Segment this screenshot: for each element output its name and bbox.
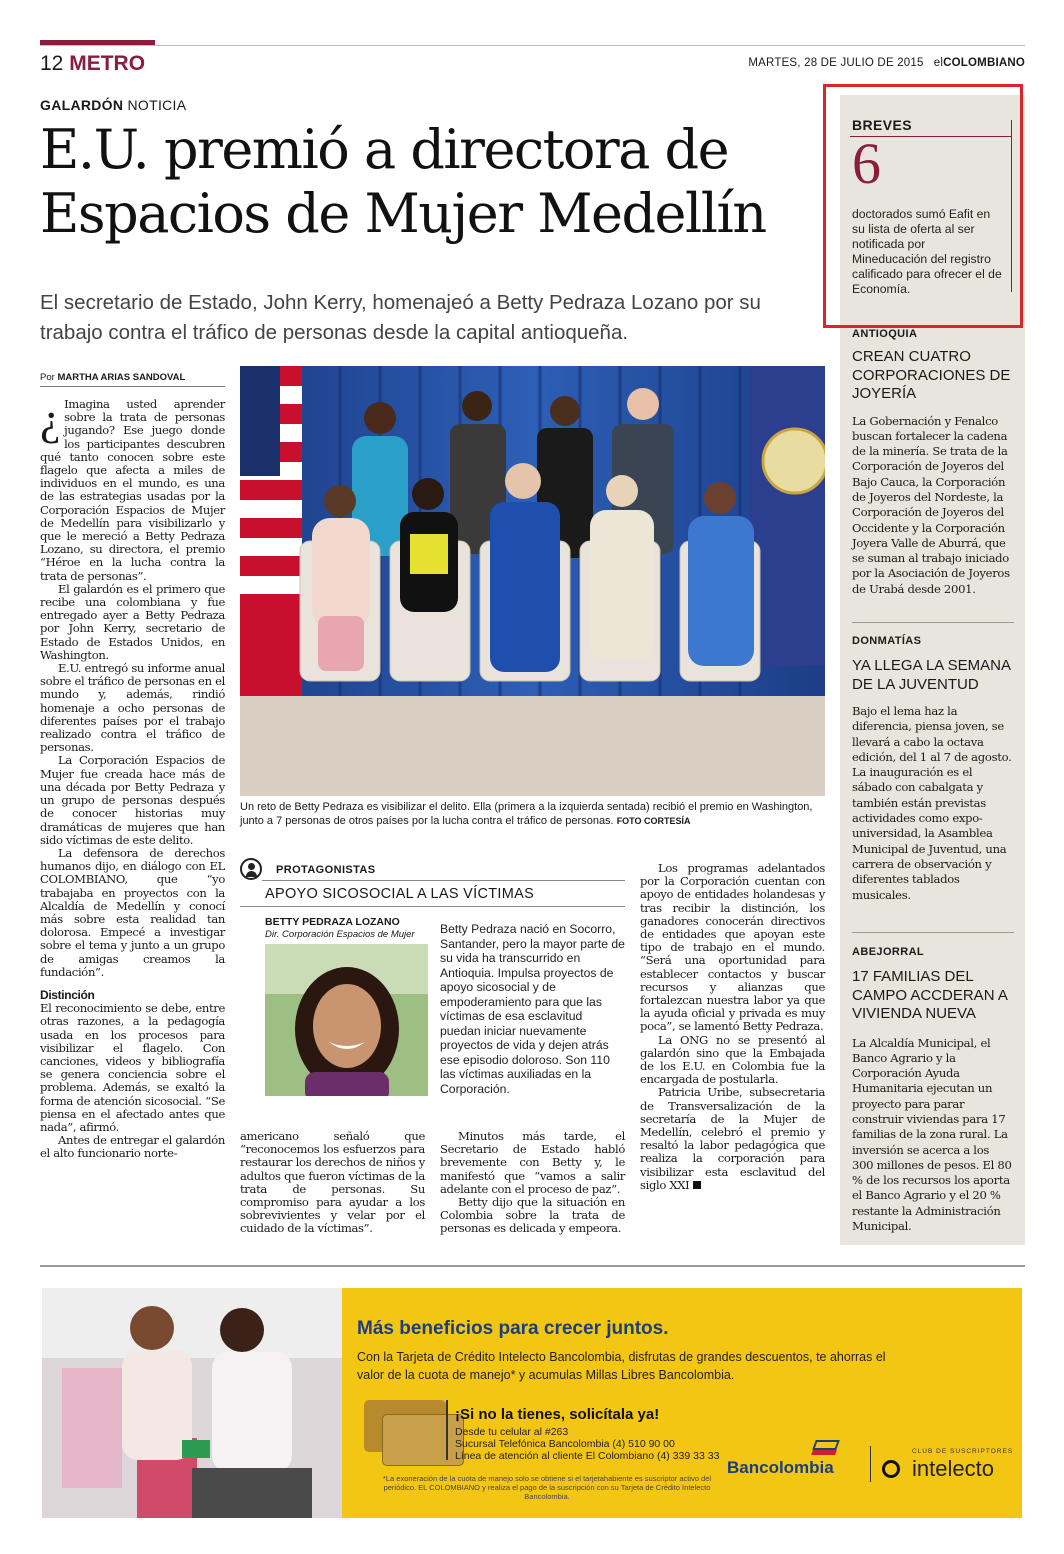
bancolombia-brand[interactable]: Bancolombia	[727, 1458, 834, 1477]
page-header	[40, 52, 145, 76]
ad-cta[interactable]: ¡Si no la tienes, solicítala ya!	[455, 1406, 660, 1423]
section-name[interactable]: METRO	[69, 52, 146, 75]
credit-card-icon	[382, 1414, 464, 1466]
article-kicker	[40, 97, 186, 113]
profile-role: Dir. Corporación Espacios de Mujer	[265, 929, 415, 940]
ad-contact-line: Sucursal Telefónica Bancolombia (4) 510 90 00	[455, 1438, 675, 1450]
brief-divider	[852, 932, 1014, 933]
ad-photo	[42, 1288, 342, 1518]
intelecto-logo-icon	[882, 1460, 900, 1478]
brief-body: Bajo el lema haz la diferencia, piensa joven, se llevará a cabo la octava edición, del 1 al 7 de agosto. La inauguración es el sábado con cabalgata y también están previstas actividades como expo-universidad, la Asamblea Municipal de Juventud, una carrera de observación y diferentes tablados musicales.	[852, 704, 1012, 902]
ad-vertical-rule	[446, 1400, 448, 1460]
breves-text: doctorados sumó Eafit en su lista de oferta al ser notificada por Mineducación del registro calificado para ofrecer el de Economía.	[852, 207, 1002, 296]
highlight-box	[823, 84, 1023, 328]
byline-author: MARTHA ARIAS SANDOVAL	[57, 372, 186, 383]
photo-caption	[240, 800, 825, 828]
byline	[40, 372, 185, 383]
breves-label: BREVES	[852, 117, 912, 133]
brief-item	[852, 946, 1012, 1234]
subhead: Distinción	[40, 987, 95, 1002]
page-number: 12	[40, 52, 64, 75]
brief-place: DONMATÍAS	[852, 635, 922, 647]
date: MARTES, 28 DE JULIO DE 2015	[748, 57, 924, 69]
caption-text: Un reto de Betty Pedraza es visibilizar el delito. Ella (primera a la izquierda sentada) recibió el premio en Washington, junto a 7 personas de otros países por la lucha contra el tráfico de personas.	[240, 801, 813, 827]
protagonistas-rule-2	[240, 906, 625, 907]
brief-headline[interactable]: YA LLEGA LA SEMANA DE LA JUVENTUD	[852, 657, 1011, 693]
bancolombia-logo-stripe	[811, 1450, 837, 1455]
brief-place: ABEJORRAL	[852, 946, 925, 958]
article-photo	[240, 366, 825, 796]
end-mark	[693, 1181, 701, 1189]
article-deck: El secretario de Estado, John Kerry, homenajeó a Betty Pedraza Lozano por su trabajo contra el tráfico de personas desde la capital antioqueña.	[40, 291, 761, 344]
headline-line-2: Espacios de Mujer Medellín	[40, 182, 766, 245]
paragraph: La Corporación Espacios de Mujer fue creada hace más de una década por Betty Pedraza y un grupo de personas después de conocer historias muy dramáticas de mujeres que han sido víctimas de este delito.	[40, 753, 225, 847]
byline-rule	[40, 386, 225, 387]
paragraph: La defensora de derechos humanos dijo, en diálogo con EL COLOMBIANO, que “yo trabajaba en proyectos con la Alcaldía de Medellín y conocí más sobre esta realidad tan dolorosa. Empecé a investigar sobre el tema y junto a un grupo de amigas creamos la fundación”.	[40, 845, 225, 979]
brief-body: La Gobernación y Fenalco buscan fortalecer la cadena de la minería. Se trata de la Corporación de Joyeros del Bajo Cauca, la Corporación de Joyeros del Nordeste, la Corporación de Joyeros del Occidente y la Corporación Joyera Valle de Aburrá, que se suman al trabajo iniciado por la Asociación de Joyeros de Urabá desde 2001.	[852, 413, 1010, 596]
paragraph: La ONG no se presentó al galardón sino que la Embajada de los E.U. en Colombia fue la encargada de postularla.	[640, 1032, 825, 1087]
photo-credit: FOTO CORTESÍA	[616, 816, 691, 826]
ad-contact-line: Desde tu celular al #263	[455, 1426, 569, 1438]
protagonistas-rule	[262, 880, 625, 881]
brand-prefix: el	[933, 57, 944, 69]
bancolombia-advertisement[interactable]	[42, 1288, 1022, 1518]
paragraph: El galardón es el primero que recibe una colombiana y fue entregado ayer a Betty Pedraza por John Kerry, secretario de Estado de Estados Unidos, en Washington.	[40, 581, 225, 662]
paragraph: americano señaló que “reconocemos los esfuerzos para restaurar los derechos de niños y adultos que fueron víctimas de la trata de personas. Su compromiso para ayudar a los sobrevivientes y velar por el cuidado de la víctimas”.	[240, 1129, 425, 1236]
paragraph: El reconocimiento se debe, entre otras razones, a la pedagogía usada en los procesos para visibilizar el flagelo. Con canciones, videos y bibliografía se genera conciencia sobre el problema. Además, se exaltó la forma de atención sicosocial. “Se piensa en el afectado antes que nada”, afirmó.	[40, 1001, 225, 1134]
club-label: CLUB DE SUSCRIPTORES	[912, 1448, 1014, 1455]
dropcap: ¿	[40, 393, 61, 444]
brief-divider	[852, 622, 1014, 623]
brief-headline[interactable]: CREAN CUATRO CORPORACIONES DE JOYERÍA	[852, 348, 1011, 402]
ad-body: Con la Tarjeta de Crédito Intelecto Bancolombia, disfrutas de grandes descuentos, te ahorras el valor de la cuota de manejo* y acumulas Millas Libres Bancolombia.	[357, 1350, 886, 1382]
ad-contact	[455, 1426, 719, 1462]
ad-logo-divider	[870, 1446, 871, 1482]
headline-line-1: E.U. premió a directora de	[40, 118, 729, 181]
ad-divider	[40, 1265, 1025, 1267]
intelecto-brand[interactable]: intelecto	[912, 1456, 994, 1481]
article-column-3	[440, 1130, 625, 1236]
paragraph: Antes de entregar el galardón el alto funcionario norte-	[40, 1133, 225, 1161]
profile-text: Betty Pedraza nació en Socorro, Santander, pero la mayor parte de su vida ha transcurrido en Antioquia. Impulsa proyectos de apoyo sicosocial y de empoderamiento para que las víctimas de esa esclavitud puedan iniciar nuevamente proyectos de vida y dejen atrás ese episodio doloroso. Son 110 las víctimas auxiliadas en la Corporación.	[440, 922, 625, 1096]
paragraph: Los programas adelantados por la Corporación cuentan con apoyo de entidades holandesas y tras recibir la distinción, los ganadores conocerán directivos de entidades que apoyan este tipo de trabajo en el mundo. “Será una oportunidad para establecer contactos y buscar recursos y alianzas que fortalezcan nuestra labor ya que la ayuda oficial y privada es muy poca”, se lamentó Betty Pedraza.	[640, 861, 825, 1034]
kicker-label: NOTICIA	[127, 97, 187, 113]
brief-item	[852, 328, 1012, 597]
paragraph: E.U. entregó su informe anual sobre el tráfico de personas en el mundo y, además, rindió homenaje a ocho personas de diferentes países por el trabajo realizado contra el tráfico de personas.	[40, 661, 225, 755]
paragraph: Betty dijo que la situación en Colombia sobre la trata de personas es delicada y empeora.	[440, 1195, 625, 1236]
article-column-4	[640, 862, 825, 1192]
brief-body: La Alcaldía Municipal, el Banco Agrario y la Corporación Ayuda Humanitaria ejecutan un proyecto para parar construir viviendas para 17 familias de la zona rural. La inversión se acerca a los 300 millones de pesos. El 80 % de los recursos los aporta el Banco Agrario y el 20 % restante la Administración Municipal.	[852, 1035, 1012, 1234]
group-photo-illustration	[240, 366, 825, 796]
ad-contact-line: Línea de atención al cliente El Colombiano (4) 339 33 33	[455, 1450, 720, 1462]
header-rule	[40, 45, 1025, 46]
paragraph: Patricia Uribe, subsecretaria de Transversalización de la secretaría de la Mujer de Medellín, celebró el premio y resaltó la labor pedagógica que realiza la corporación para visibilizar esta esclavitud del siglo XXI	[640, 1085, 825, 1192]
paragraph: ¿ Imagina usted aprender sobre la trata de personas jugando? Ese juego donde los participantes descubren qué tanto conocen sobre este flagelo que afecta a miles de individuos en el mundo, es una de las estrategias usadas por la Corporación Espacios de Mujer de Medellín para visibilizarlo y que le mereció a Betty Pedraza Lozano, su directora, el premio “Héroe en la lucha contra la trata de personas”.	[40, 393, 225, 583]
dateline	[720, 57, 1025, 69]
brief-headline[interactable]: 17 FAMILIAS DEL CAMPO ACCDERAN A VIVIENDA NUEVA	[852, 968, 1008, 1022]
brand-name[interactable]: COLOMBIANO	[943, 57, 1025, 69]
ad-fineprint: *La exoneración de la cuota de manejo solo se obtiene si el tarjetahabiente es suscriptor activo del periódico. EL COLOMBIANO y realiza el pago de la suscripción con su Tarjeta de Crédito Intelecto Bancolombia.	[382, 1474, 712, 1501]
protagonistas-title: APOYO SICOSOCIAL A LAS VÍCTIMAS	[265, 886, 535, 902]
breves-number: 6	[852, 131, 881, 196]
paragraph: Minutos más tarde, el Secretario de Estado habló brevemente con Betty y, le manifestó que “vamos a salir adelante con el proceso de paz”.	[440, 1129, 625, 1196]
bancolombia-logo-icon	[812, 1440, 840, 1450]
person-icon	[240, 858, 262, 880]
article-column-2	[240, 1130, 425, 1236]
profile-portrait	[265, 944, 428, 1096]
profile-name: BETTY PEDRAZA LOZANO	[265, 916, 400, 928]
brief-item	[852, 635, 1012, 903]
byline-prefix: Por	[40, 372, 55, 383]
kicker-bold: GALARDÓN	[40, 97, 124, 113]
article-headline	[40, 118, 830, 246]
ad-headline: Más beneficios para crecer juntos.	[357, 1318, 669, 1339]
article-column-1	[40, 393, 225, 1161]
protagonistas-tag: PROTAGONISTAS	[276, 864, 376, 876]
brief-place: ANTIOQUIA	[852, 328, 918, 340]
